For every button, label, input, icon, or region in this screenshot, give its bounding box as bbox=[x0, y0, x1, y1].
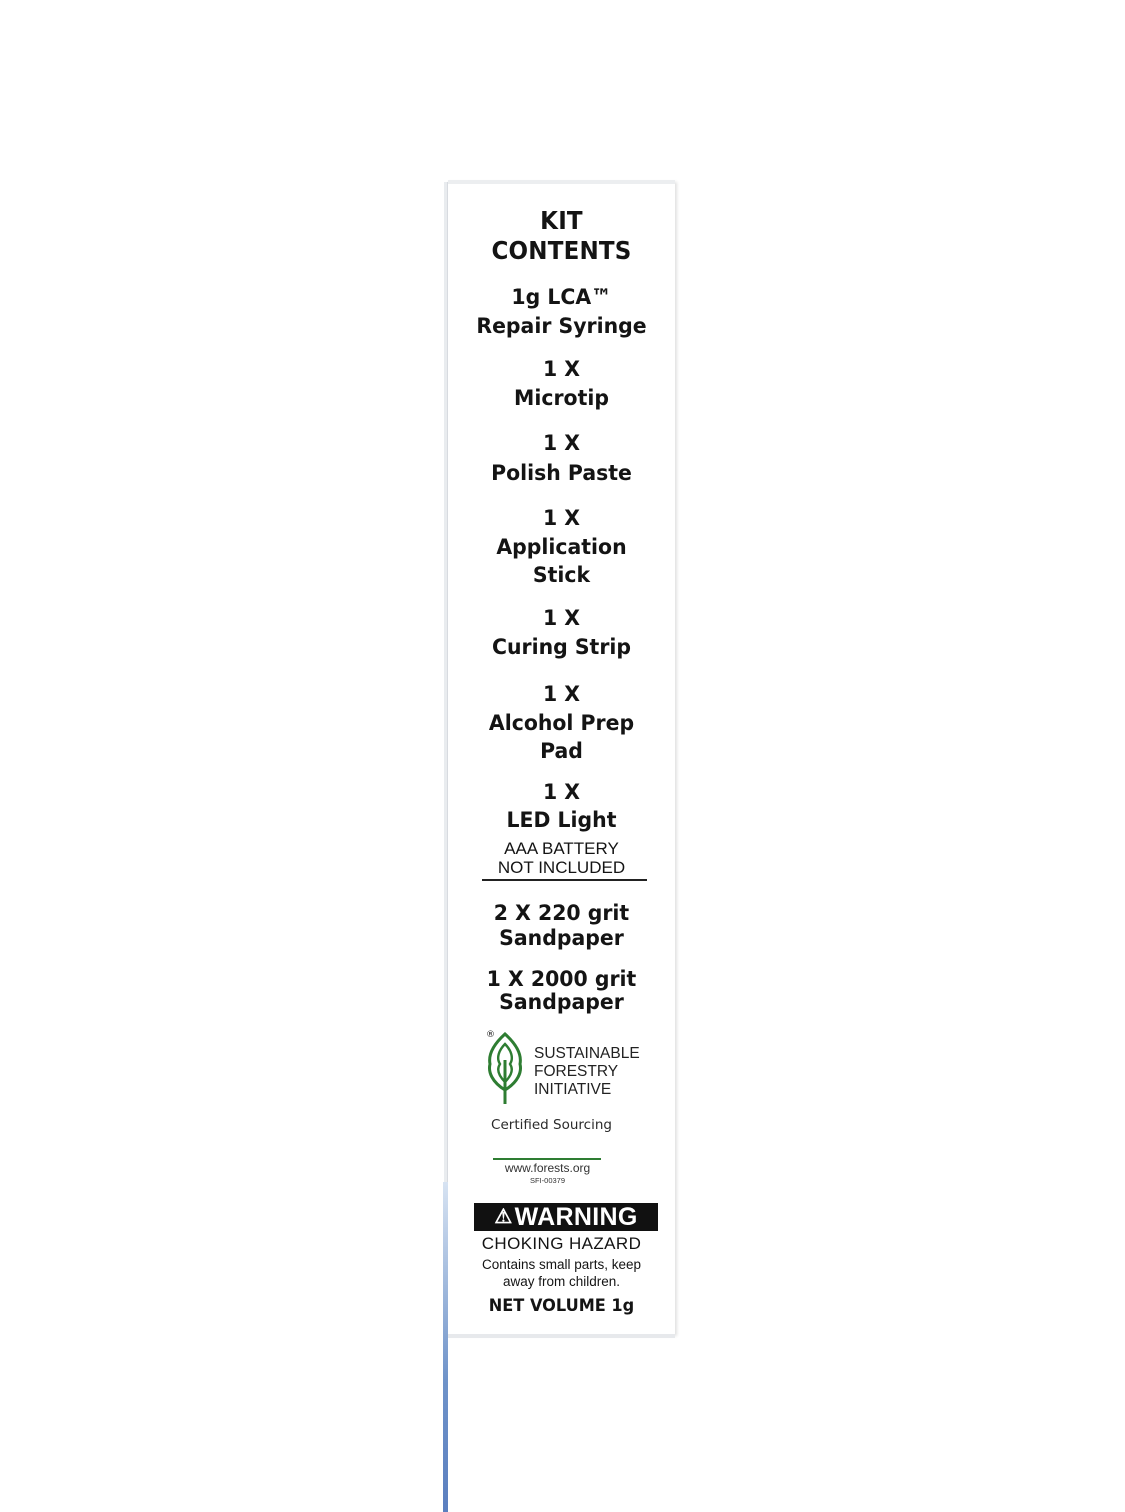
kit-contents-heading-line1: KIT bbox=[540, 206, 583, 235]
kit-item-alcohol-name-line1: Alcohol Prep bbox=[488, 711, 635, 736]
sfi-name-line3: INITIATIVE bbox=[534, 1081, 612, 1098]
product-box-side-panel bbox=[447, 182, 675, 1336]
choking-hazard: CHOKING HAZARD bbox=[481, 1234, 642, 1253]
battery-note-underline bbox=[482, 879, 647, 881]
net-volume: NET VOLUME 1g bbox=[488, 1296, 635, 1316]
kit-item-syringe-line1: 1g LCA™ bbox=[511, 285, 612, 310]
sfi-name-line2: FORESTRY bbox=[534, 1063, 619, 1080]
battery-note-line1: AAA BATTERY bbox=[504, 839, 619, 858]
battery-note-line2: NOT INCLUDED bbox=[497, 858, 626, 877]
kit-item-polish-name: Polish Paste bbox=[491, 461, 632, 486]
warning-detail-line1: Contains small parts, keep bbox=[481, 1257, 642, 1272]
sandpaper-220-qty: 2 X 220 grit bbox=[493, 901, 630, 926]
registered-mark: ® bbox=[486, 1030, 495, 1040]
kit-item-alcohol-qty: 1 X bbox=[542, 682, 581, 707]
kit-item-curing-qty: 1 X bbox=[542, 606, 581, 631]
box-top-edge bbox=[448, 180, 675, 184]
kit-item-polish-qty: 1 X bbox=[542, 431, 581, 456]
box-front-face-edge bbox=[443, 1182, 448, 1512]
kit-item-microtip-qty: 1 X bbox=[542, 357, 581, 382]
kit-item-stick-name-line2: Stick bbox=[532, 563, 591, 588]
kit-item-led-qty: 1 X bbox=[542, 780, 581, 805]
warning-detail-line2: away from children. bbox=[502, 1274, 621, 1289]
sfi-name-line1: SUSTAINABLE bbox=[534, 1045, 640, 1062]
warning-banner bbox=[474, 1203, 658, 1231]
sfi-url: www.forests.org bbox=[504, 1161, 591, 1175]
kit-item-stick-name-line1: Application bbox=[496, 535, 627, 560]
sfi-code: SFI-00379 bbox=[529, 1176, 566, 1185]
warning-triangle-icon: ⚠ bbox=[494, 1206, 513, 1228]
tree-icon bbox=[484, 1030, 526, 1108]
kit-item-led-name: LED Light bbox=[506, 808, 617, 833]
sfi-certified-sourcing: Certified Sourcing bbox=[491, 1117, 612, 1133]
kit-item-alcohol-name-line2: Pad bbox=[540, 739, 583, 764]
sandpaper-2000-name: Sandpaper bbox=[499, 990, 624, 1015]
kit-contents-heading-line2: CONTENTS bbox=[491, 236, 632, 265]
sfi-divider bbox=[493, 1158, 601, 1160]
sfi-name bbox=[534, 1045, 640, 1099]
box-bottom-edge bbox=[448, 1334, 675, 1338]
kit-item-syringe-line2: Repair Syringe bbox=[476, 314, 647, 339]
kit-item-curing-name: Curing Strip bbox=[491, 635, 632, 660]
kit-item-microtip-name: Microtip bbox=[514, 386, 609, 411]
sandpaper-220-name: Sandpaper bbox=[499, 926, 624, 951]
sandpaper-2000-qty: 1 X 2000 grit bbox=[486, 967, 637, 992]
kit-item-stick-qty: 1 X bbox=[542, 506, 581, 531]
warning-title: WARNING bbox=[514, 1203, 638, 1231]
